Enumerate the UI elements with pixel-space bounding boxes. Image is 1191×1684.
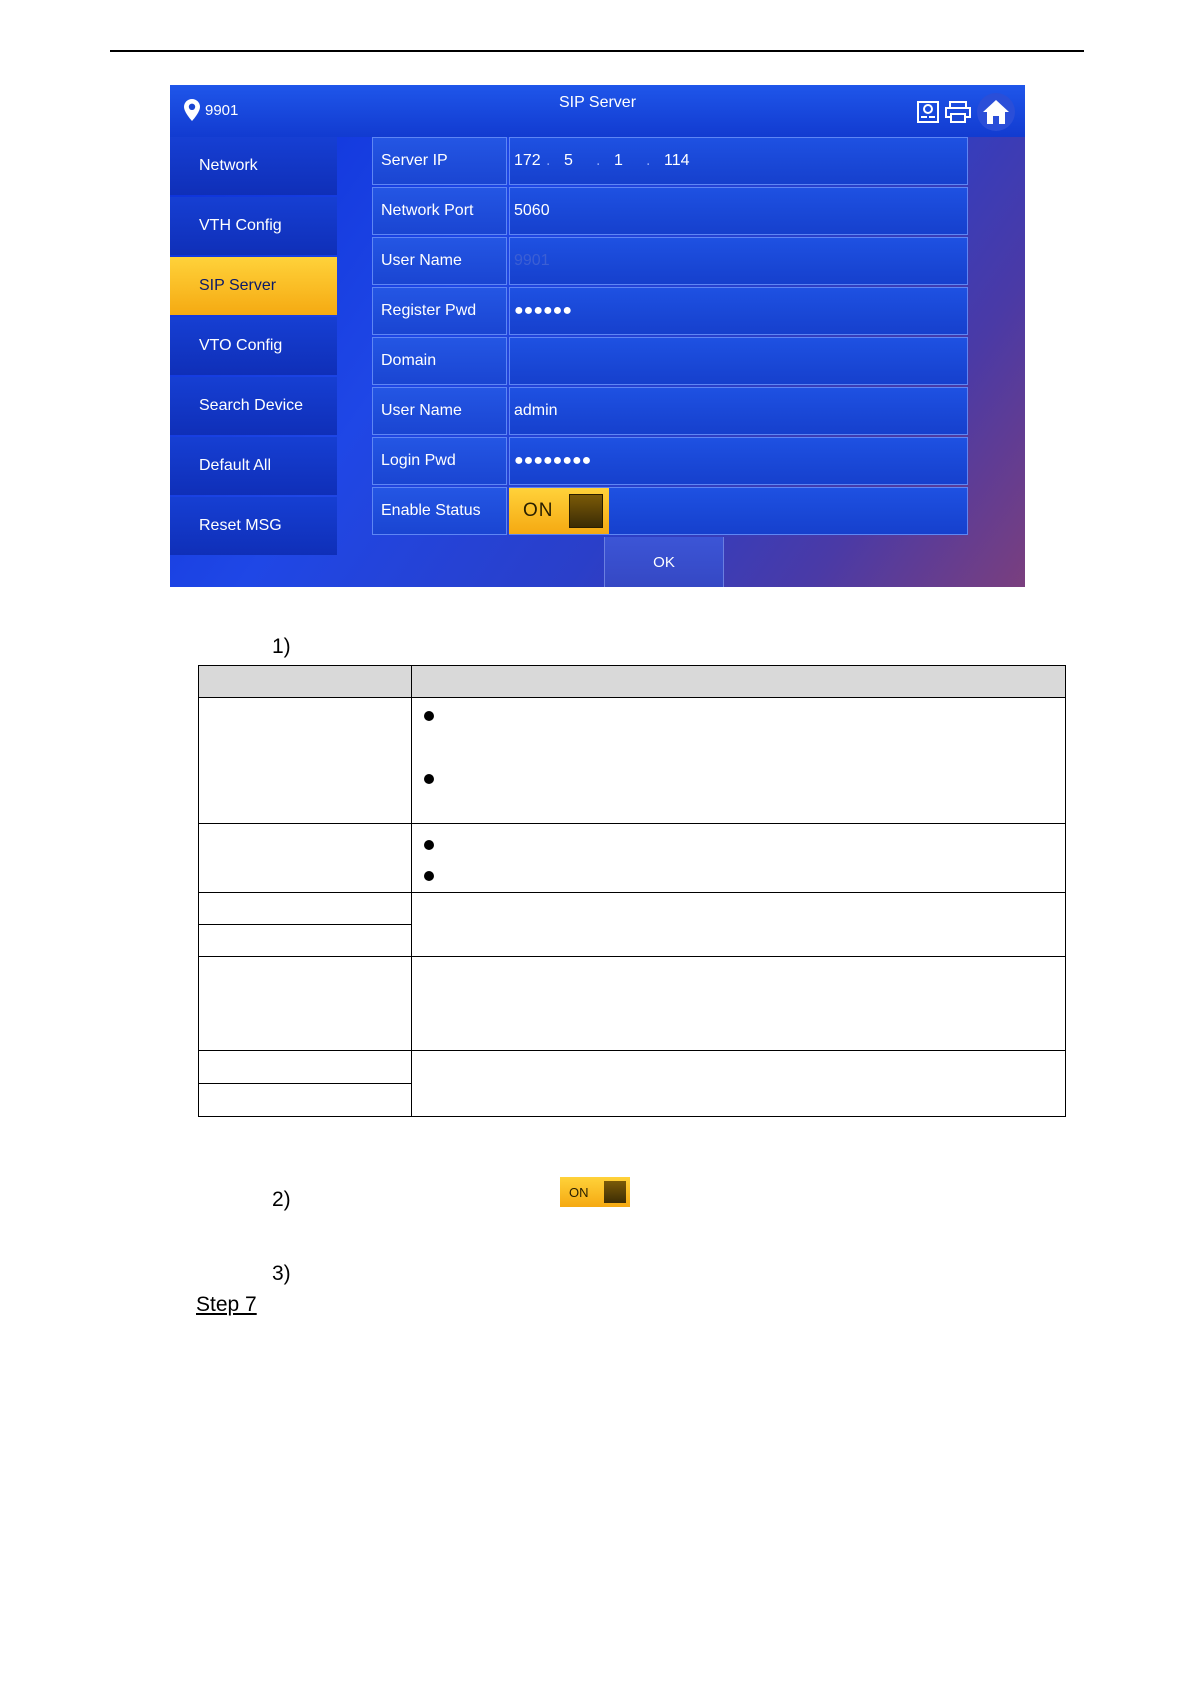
network-port-row: [372, 187, 968, 235]
printer-icon[interactable]: [945, 101, 971, 123]
enable-status-row: [372, 487, 968, 535]
inline-on-toggle-image: ON: [560, 1177, 630, 1207]
register-pwd-label: Register Pwd: [372, 287, 507, 335]
screen-title: SIP Server: [558, 94, 637, 111]
step-marker-1: 1): [272, 635, 291, 658]
ip-octet-2[interactable]: 5: [564, 152, 573, 169]
toggle-state-text: ON: [523, 500, 554, 521]
user-name-row: [372, 237, 968, 285]
server-ip-label: Server IP: [372, 137, 507, 185]
bullet: [424, 871, 434, 881]
login-user-label: User Name: [372, 387, 507, 435]
table-row: [199, 957, 1066, 1051]
enable-status-toggle[interactable]: [509, 488, 609, 534]
domain-row: [372, 337, 968, 385]
bullet: [424, 840, 434, 850]
register-pwd-field[interactable]: ●●●●●●: [509, 287, 968, 335]
sidebar-item-vto-config[interactable]: VTO Config: [170, 317, 337, 375]
user-name-field: 9901: [509, 237, 968, 285]
login-user-row: [372, 387, 968, 435]
bullet: [424, 711, 434, 721]
table-row: [199, 893, 1066, 925]
home-button[interactable]: [977, 93, 1015, 131]
table-cell: [199, 1051, 412, 1084]
table-cell: [412, 893, 1066, 957]
network-port-field[interactable]: 5060: [509, 187, 968, 235]
sidebar-item-search-device[interactable]: Search Device: [170, 377, 337, 435]
table-cell: [199, 893, 412, 925]
sidebar-item-reset-msg[interactable]: Reset MSG: [170, 497, 337, 555]
domain-label: Domain: [372, 337, 507, 385]
location-text: 9901: [205, 101, 239, 119]
sidebar-item-vth-config[interactable]: VTH Config: [170, 197, 337, 255]
ip-octet-3[interactable]: 1: [614, 152, 623, 169]
bullet: [424, 774, 434, 784]
ip-octet-4[interactable]: 114: [664, 152, 690, 169]
login-pwd-row: [372, 437, 968, 485]
user-name-label: User Name: [372, 237, 507, 285]
table-header-cell: [199, 666, 412, 698]
table-cell: [199, 824, 412, 893]
enable-status-cell: [509, 487, 968, 535]
table-cell: [199, 957, 412, 1051]
table-row: [199, 698, 1066, 824]
table-header-row: [199, 666, 1066, 698]
table-cell: [199, 698, 412, 824]
server-ip-row: [372, 137, 968, 185]
table-header-cell: [412, 666, 1066, 698]
sip-settings-form: [372, 137, 968, 537]
table-cell: [412, 957, 1066, 1051]
table-row: [199, 1051, 1066, 1084]
sidebar-item-default-all[interactable]: Default All: [170, 437, 337, 495]
header-rule: [110, 50, 1084, 52]
login-pwd-label: Login Pwd: [372, 437, 507, 485]
table-cell: [412, 824, 1066, 893]
toggle-knob: [569, 494, 603, 528]
ok-button[interactable]: OK: [604, 537, 724, 587]
sidebar-item-network[interactable]: Network: [170, 137, 337, 195]
step-marker-3: 3): [272, 1262, 291, 1285]
table-cell: [199, 1084, 412, 1117]
contacts-icon[interactable]: [917, 101, 939, 123]
network-port-label: Network Port: [372, 187, 507, 235]
sip-server-screen: [170, 85, 1025, 587]
sidebar: [170, 137, 337, 557]
step-marker-2: 2): [272, 1188, 291, 1211]
title-bar: [170, 85, 1025, 137]
table-cell: [412, 698, 1066, 824]
login-pwd-field[interactable]: ●●●●●●●●: [509, 437, 968, 485]
step-7-link[interactable]: Step 7: [196, 1293, 257, 1316]
ip-octet-1[interactable]: 172: [514, 152, 541, 169]
domain-field[interactable]: [509, 337, 968, 385]
sidebar-item-sip-server[interactable]: SIP Server: [170, 257, 337, 315]
login-user-field[interactable]: admin: [509, 387, 968, 435]
register-pwd-row: [372, 287, 968, 335]
server-ip-field[interactable]: 172 . 5 . 1 . 114: [509, 137, 968, 185]
home-icon: [982, 99, 1010, 125]
parameter-table: [198, 665, 1066, 1117]
table-cell: [199, 925, 412, 957]
table-row: [199, 824, 1066, 893]
table-cell: [412, 1051, 1066, 1117]
enable-status-label: Enable Status: [372, 487, 507, 535]
